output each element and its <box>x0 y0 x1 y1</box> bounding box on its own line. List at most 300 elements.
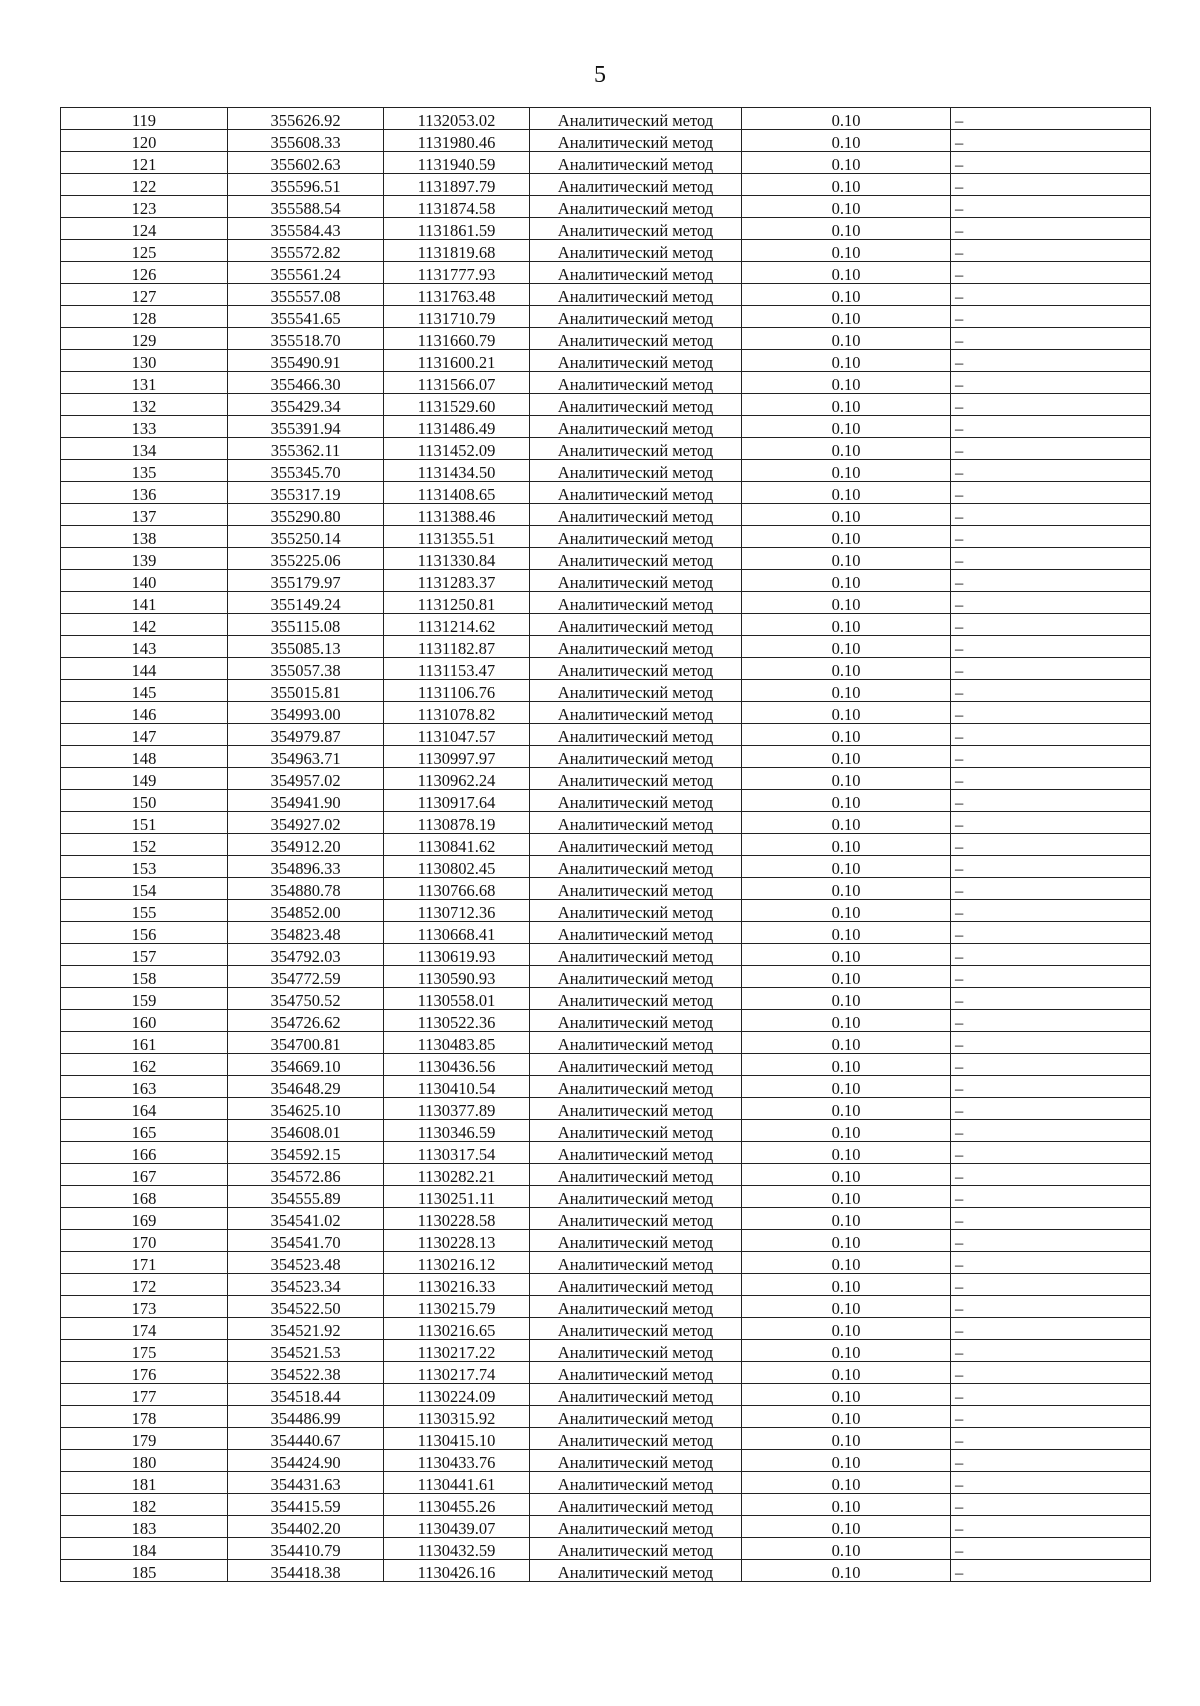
x-coordinate-cell: 355557.08 <box>228 284 384 306</box>
note-cell: – <box>951 570 1151 592</box>
point-number-cell: 166 <box>61 1142 228 1164</box>
y-coordinate-cell: 1130455.26 <box>384 1494 530 1516</box>
table-row <box>61 746 1151 768</box>
point-number-cell: 137 <box>61 504 228 526</box>
x-coordinate-cell: 354418.38 <box>228 1560 384 1582</box>
note-cell: – <box>951 636 1151 658</box>
method-cell: Аналитический метод <box>530 878 742 900</box>
x-coordinate-cell: 354896.33 <box>228 856 384 878</box>
accuracy-cell: 0.10 <box>742 944 951 966</box>
table-row <box>61 328 1151 350</box>
table-row <box>61 834 1151 856</box>
accuracy-cell: 0.10 <box>742 636 951 658</box>
table-row <box>61 1274 1151 1296</box>
y-coordinate-cell: 1130251.11 <box>384 1186 530 1208</box>
accuracy-cell: 0.10 <box>742 1318 951 1340</box>
method-cell: Аналитический метод <box>530 702 742 724</box>
point-number-cell: 164 <box>61 1098 228 1120</box>
accuracy-cell: 0.10 <box>742 592 951 614</box>
note-cell: – <box>951 1274 1151 1296</box>
table-row <box>61 438 1151 460</box>
x-coordinate-cell: 355290.80 <box>228 504 384 526</box>
y-coordinate-cell: 1130483.85 <box>384 1032 530 1054</box>
method-cell: Аналитический метод <box>530 1494 742 1516</box>
y-coordinate-cell: 1132053.02 <box>384 108 530 130</box>
point-number-cell: 181 <box>61 1472 228 1494</box>
note-cell: – <box>951 1296 1151 1318</box>
x-coordinate-cell: 355149.24 <box>228 592 384 614</box>
method-cell: Аналитический метод <box>530 966 742 988</box>
table-row <box>61 944 1151 966</box>
accuracy-cell: 0.10 <box>742 768 951 790</box>
table-row <box>61 1406 1151 1428</box>
note-cell: – <box>951 1406 1151 1428</box>
x-coordinate-cell: 354522.50 <box>228 1296 384 1318</box>
page-number: 5 <box>594 62 606 88</box>
y-coordinate-cell: 1130217.22 <box>384 1340 530 1362</box>
note-cell: – <box>951 1340 1151 1362</box>
method-cell: Аналитический метод <box>530 306 742 328</box>
table-row <box>61 812 1151 834</box>
note-cell: – <box>951 1076 1151 1098</box>
table-row <box>61 1538 1151 1560</box>
point-number-cell: 131 <box>61 372 228 394</box>
point-number-cell: 153 <box>61 856 228 878</box>
method-cell: Аналитический метод <box>530 636 742 658</box>
accuracy-cell: 0.10 <box>742 548 951 570</box>
note-cell: – <box>951 394 1151 416</box>
note-cell: – <box>951 856 1151 878</box>
x-coordinate-cell: 354402.20 <box>228 1516 384 1538</box>
y-coordinate-cell: 1131819.68 <box>384 240 530 262</box>
x-coordinate-cell: 354941.90 <box>228 790 384 812</box>
point-number-cell: 129 <box>61 328 228 350</box>
method-cell: Аналитический метод <box>530 1186 742 1208</box>
method-cell: Аналитический метод <box>530 394 742 416</box>
x-coordinate-cell: 354963.71 <box>228 746 384 768</box>
table-row <box>61 592 1151 614</box>
accuracy-cell: 0.10 <box>742 372 951 394</box>
table-row <box>61 1252 1151 1274</box>
y-coordinate-cell: 1130216.65 <box>384 1318 530 1340</box>
note-cell: – <box>951 218 1151 240</box>
point-number-cell: 148 <box>61 746 228 768</box>
note-cell: – <box>951 350 1151 372</box>
note-cell: – <box>951 372 1151 394</box>
x-coordinate-cell: 354927.02 <box>228 812 384 834</box>
accuracy-cell: 0.10 <box>742 350 951 372</box>
note-cell: – <box>951 1186 1151 1208</box>
method-cell: Аналитический метод <box>530 1560 742 1582</box>
point-number-cell: 152 <box>61 834 228 856</box>
note-cell: – <box>951 812 1151 834</box>
table-row <box>61 922 1151 944</box>
y-coordinate-cell: 1131283.37 <box>384 570 530 592</box>
method-cell: Аналитический метод <box>530 1142 742 1164</box>
method-cell: Аналитический метод <box>530 196 742 218</box>
point-number-cell: 161 <box>61 1032 228 1054</box>
table-row <box>61 526 1151 548</box>
table-row <box>61 1208 1151 1230</box>
method-cell: Аналитический метод <box>530 1362 742 1384</box>
point-number-cell: 130 <box>61 350 228 372</box>
x-coordinate-cell: 354592.15 <box>228 1142 384 1164</box>
table-row <box>61 174 1151 196</box>
accuracy-cell: 0.10 <box>742 196 951 218</box>
point-number-cell: 156 <box>61 922 228 944</box>
x-coordinate-cell: 355250.14 <box>228 526 384 548</box>
point-number-cell: 140 <box>61 570 228 592</box>
y-coordinate-cell: 1130558.01 <box>384 988 530 1010</box>
method-cell: Аналитический метод <box>530 1406 742 1428</box>
accuracy-cell: 0.10 <box>742 284 951 306</box>
method-cell: Аналитический метод <box>530 218 742 240</box>
note-cell: – <box>951 922 1151 944</box>
accuracy-cell: 0.10 <box>742 1054 951 1076</box>
point-number-cell: 147 <box>61 724 228 746</box>
point-number-cell: 146 <box>61 702 228 724</box>
y-coordinate-cell: 1130439.07 <box>384 1516 530 1538</box>
y-coordinate-cell: 1131408.65 <box>384 482 530 504</box>
accuracy-cell: 0.10 <box>742 702 951 724</box>
y-coordinate-cell: 1130841.62 <box>384 834 530 856</box>
accuracy-cell: 0.10 <box>742 1208 951 1230</box>
method-cell: Аналитический метод <box>530 944 742 966</box>
note-cell: – <box>951 1362 1151 1384</box>
accuracy-cell: 0.10 <box>742 856 951 878</box>
method-cell: Аналитический метод <box>530 900 742 922</box>
point-number-cell: 176 <box>61 1362 228 1384</box>
point-number-cell: 155 <box>61 900 228 922</box>
point-number-cell: 132 <box>61 394 228 416</box>
accuracy-cell: 0.10 <box>742 262 951 284</box>
x-coordinate-cell: 354772.59 <box>228 966 384 988</box>
method-cell: Аналитический метод <box>530 768 742 790</box>
note-cell: – <box>951 1516 1151 1538</box>
point-number-cell: 159 <box>61 988 228 1010</box>
x-coordinate-cell: 355584.43 <box>228 218 384 240</box>
point-number-cell: 168 <box>61 1186 228 1208</box>
table-row <box>61 1186 1151 1208</box>
table-row <box>61 614 1151 636</box>
point-number-cell: 119 <box>61 108 228 130</box>
x-coordinate-cell: 354541.02 <box>228 1208 384 1230</box>
accuracy-cell: 0.10 <box>742 394 951 416</box>
y-coordinate-cell: 1130377.89 <box>384 1098 530 1120</box>
method-cell: Аналитический метод <box>530 658 742 680</box>
method-cell: Аналитический метод <box>530 1274 742 1296</box>
accuracy-cell: 0.10 <box>742 1384 951 1406</box>
accuracy-cell: 0.10 <box>742 790 951 812</box>
method-cell: Аналитический метод <box>530 460 742 482</box>
y-coordinate-cell: 1131078.82 <box>384 702 530 724</box>
y-coordinate-cell: 1130315.92 <box>384 1406 530 1428</box>
method-cell: Аналитический метод <box>530 680 742 702</box>
table-row <box>61 658 1151 680</box>
point-number-cell: 163 <box>61 1076 228 1098</box>
x-coordinate-cell: 354541.70 <box>228 1230 384 1252</box>
accuracy-cell: 0.10 <box>742 108 951 130</box>
accuracy-cell: 0.10 <box>742 130 951 152</box>
x-coordinate-cell: 354424.90 <box>228 1450 384 1472</box>
method-cell: Аналитический метод <box>530 1010 742 1032</box>
point-number-cell: 127 <box>61 284 228 306</box>
point-number-cell: 170 <box>61 1230 228 1252</box>
table-row <box>61 548 1151 570</box>
y-coordinate-cell: 1130346.59 <box>384 1120 530 1142</box>
point-number-cell: 145 <box>61 680 228 702</box>
accuracy-cell: 0.10 <box>742 152 951 174</box>
accuracy-cell: 0.10 <box>742 658 951 680</box>
y-coordinate-cell: 1130522.36 <box>384 1010 530 1032</box>
y-coordinate-cell: 1131330.84 <box>384 548 530 570</box>
x-coordinate-cell: 355626.92 <box>228 108 384 130</box>
method-cell: Аналитический метод <box>530 1538 742 1560</box>
point-number-cell: 157 <box>61 944 228 966</box>
note-cell: – <box>951 196 1151 218</box>
y-coordinate-cell: 1131861.59 <box>384 218 530 240</box>
accuracy-cell: 0.10 <box>742 1230 951 1252</box>
table-row <box>61 130 1151 152</box>
x-coordinate-cell: 355602.63 <box>228 152 384 174</box>
y-coordinate-cell: 1131940.59 <box>384 152 530 174</box>
point-number-cell: 149 <box>61 768 228 790</box>
accuracy-cell: 0.10 <box>742 966 951 988</box>
accuracy-cell: 0.10 <box>742 416 951 438</box>
accuracy-cell: 0.10 <box>742 1406 951 1428</box>
x-coordinate-cell: 354957.02 <box>228 768 384 790</box>
table-row <box>61 1494 1151 1516</box>
x-coordinate-cell: 354523.34 <box>228 1274 384 1296</box>
x-coordinate-cell: 355561.24 <box>228 262 384 284</box>
note-cell: – <box>951 1428 1151 1450</box>
note-cell: – <box>951 152 1151 174</box>
method-cell: Аналитический метод <box>530 1318 742 1340</box>
y-coordinate-cell: 1130216.33 <box>384 1274 530 1296</box>
table-row <box>61 1384 1151 1406</box>
method-cell: Аналитический метод <box>530 328 742 350</box>
table-row <box>61 988 1151 1010</box>
accuracy-cell: 0.10 <box>742 328 951 350</box>
method-cell: Аналитический метод <box>530 570 742 592</box>
note-cell: – <box>951 614 1151 636</box>
accuracy-cell: 0.10 <box>742 1164 951 1186</box>
table-row <box>61 350 1151 372</box>
table-row <box>61 1054 1151 1076</box>
x-coordinate-cell: 354521.53 <box>228 1340 384 1362</box>
y-coordinate-cell: 1130590.93 <box>384 966 530 988</box>
table-row <box>61 636 1151 658</box>
point-number-cell: 154 <box>61 878 228 900</box>
method-cell: Аналитический метод <box>530 1054 742 1076</box>
point-number-cell: 160 <box>61 1010 228 1032</box>
accuracy-cell: 0.10 <box>742 834 951 856</box>
point-number-cell: 125 <box>61 240 228 262</box>
x-coordinate-cell: 355317.19 <box>228 482 384 504</box>
y-coordinate-cell: 1131452.09 <box>384 438 530 460</box>
table-row <box>61 1076 1151 1098</box>
x-coordinate-cell: 355345.70 <box>228 460 384 482</box>
accuracy-cell: 0.10 <box>742 746 951 768</box>
y-coordinate-cell: 1130962.24 <box>384 768 530 790</box>
method-cell: Аналитический метод <box>530 350 742 372</box>
accuracy-cell: 0.10 <box>742 482 951 504</box>
method-cell: Аналитический метод <box>530 834 742 856</box>
x-coordinate-cell: 354431.63 <box>228 1472 384 1494</box>
point-number-cell: 158 <box>61 966 228 988</box>
table-row <box>61 1296 1151 1318</box>
method-cell: Аналитический метод <box>530 108 742 130</box>
y-coordinate-cell: 1131434.50 <box>384 460 530 482</box>
note-cell: – <box>951 548 1151 570</box>
y-coordinate-cell: 1130228.58 <box>384 1208 530 1230</box>
x-coordinate-cell: 355490.91 <box>228 350 384 372</box>
note-cell: – <box>951 306 1151 328</box>
y-coordinate-cell: 1130317.54 <box>384 1142 530 1164</box>
point-number-cell: 121 <box>61 152 228 174</box>
method-cell: Аналитический метод <box>530 372 742 394</box>
method-cell: Аналитический метод <box>530 746 742 768</box>
accuracy-cell: 0.10 <box>742 438 951 460</box>
table-row <box>61 768 1151 790</box>
y-coordinate-cell: 1130441.61 <box>384 1472 530 1494</box>
accuracy-cell: 0.10 <box>742 1362 951 1384</box>
y-coordinate-cell: 1131529.60 <box>384 394 530 416</box>
accuracy-cell: 0.10 <box>742 1142 951 1164</box>
table-row <box>61 1362 1151 1384</box>
y-coordinate-cell: 1131486.49 <box>384 416 530 438</box>
coordinates-table <box>60 107 1151 1582</box>
note-cell: – <box>951 262 1151 284</box>
note-cell: – <box>951 746 1151 768</box>
note-cell: – <box>951 1384 1151 1406</box>
method-cell: Аналитический метод <box>530 1164 742 1186</box>
x-coordinate-cell: 354750.52 <box>228 988 384 1010</box>
accuracy-cell: 0.10 <box>742 900 951 922</box>
y-coordinate-cell: 1130766.68 <box>384 878 530 900</box>
y-coordinate-cell: 1131897.79 <box>384 174 530 196</box>
note-cell: – <box>951 1494 1151 1516</box>
y-coordinate-cell: 1130216.12 <box>384 1252 530 1274</box>
note-cell: – <box>951 878 1151 900</box>
method-cell: Аналитический метод <box>530 724 742 746</box>
accuracy-cell: 0.10 <box>742 988 951 1010</box>
x-coordinate-cell: 354555.89 <box>228 1186 384 1208</box>
x-coordinate-cell: 354880.78 <box>228 878 384 900</box>
y-coordinate-cell: 1130228.13 <box>384 1230 530 1252</box>
accuracy-cell: 0.10 <box>742 1516 951 1538</box>
note-cell: – <box>951 900 1151 922</box>
y-coordinate-cell: 1130917.64 <box>384 790 530 812</box>
accuracy-cell: 0.10 <box>742 614 951 636</box>
accuracy-cell: 0.10 <box>742 1120 951 1142</box>
method-cell: Аналитический метод <box>530 548 742 570</box>
note-cell: – <box>951 790 1151 812</box>
x-coordinate-cell: 355085.13 <box>228 636 384 658</box>
x-coordinate-cell: 354521.92 <box>228 1318 384 1340</box>
accuracy-cell: 0.10 <box>742 240 951 262</box>
note-cell: – <box>951 416 1151 438</box>
point-number-cell: 171 <box>61 1252 228 1274</box>
point-number-cell: 133 <box>61 416 228 438</box>
table-row <box>61 1098 1151 1120</box>
y-coordinate-cell: 1130997.97 <box>384 746 530 768</box>
method-cell: Аналитический метод <box>530 856 742 878</box>
note-cell: – <box>951 130 1151 152</box>
table-row <box>61 856 1151 878</box>
method-cell: Аналитический метод <box>530 1098 742 1120</box>
point-number-cell: 182 <box>61 1494 228 1516</box>
note-cell: – <box>951 724 1151 746</box>
point-number-cell: 138 <box>61 526 228 548</box>
x-coordinate-cell: 354522.38 <box>228 1362 384 1384</box>
y-coordinate-cell: 1131153.47 <box>384 658 530 680</box>
accuracy-cell: 0.10 <box>742 460 951 482</box>
note-cell: – <box>951 1098 1151 1120</box>
x-coordinate-cell: 354572.86 <box>228 1164 384 1186</box>
y-coordinate-cell: 1130668.41 <box>384 922 530 944</box>
note-cell: – <box>951 680 1151 702</box>
method-cell: Аналитический метод <box>530 438 742 460</box>
method-cell: Аналитический метод <box>530 1208 742 1230</box>
table-row <box>61 196 1151 218</box>
note-cell: – <box>951 1538 1151 1560</box>
x-coordinate-cell: 355608.33 <box>228 130 384 152</box>
x-coordinate-cell: 354415.59 <box>228 1494 384 1516</box>
note-cell: – <box>951 1230 1151 1252</box>
x-coordinate-cell: 355596.51 <box>228 174 384 196</box>
accuracy-cell: 0.10 <box>742 1098 951 1120</box>
accuracy-cell: 0.10 <box>742 306 951 328</box>
accuracy-cell: 0.10 <box>742 1428 951 1450</box>
x-coordinate-cell: 355057.38 <box>228 658 384 680</box>
note-cell: – <box>951 988 1151 1010</box>
point-number-cell: 124 <box>61 218 228 240</box>
table-row <box>61 460 1151 482</box>
table-row <box>61 262 1151 284</box>
point-number-cell: 183 <box>61 1516 228 1538</box>
point-number-cell: 139 <box>61 548 228 570</box>
method-cell: Аналитический метод <box>530 504 742 526</box>
x-coordinate-cell: 355362.11 <box>228 438 384 460</box>
note-cell: – <box>951 1164 1151 1186</box>
table-row <box>61 680 1151 702</box>
point-number-cell: 178 <box>61 1406 228 1428</box>
table-row <box>61 504 1151 526</box>
note-cell: – <box>951 460 1151 482</box>
table-row <box>61 878 1151 900</box>
method-cell: Аналитический метод <box>530 614 742 636</box>
point-number-cell: 173 <box>61 1296 228 1318</box>
point-number-cell: 142 <box>61 614 228 636</box>
coordinates-table-body <box>61 108 1151 1582</box>
x-coordinate-cell: 355572.82 <box>228 240 384 262</box>
table-row <box>61 218 1151 240</box>
table-row <box>61 394 1151 416</box>
x-coordinate-cell: 354486.99 <box>228 1406 384 1428</box>
method-cell: Аналитический метод <box>530 1472 742 1494</box>
point-number-cell: 128 <box>61 306 228 328</box>
point-number-cell: 174 <box>61 1318 228 1340</box>
x-coordinate-cell: 355518.70 <box>228 328 384 350</box>
x-coordinate-cell: 354410.79 <box>228 1538 384 1560</box>
note-cell: – <box>951 1560 1151 1582</box>
note-cell: – <box>951 438 1151 460</box>
table-row <box>61 152 1151 174</box>
note-cell: – <box>951 1032 1151 1054</box>
accuracy-cell: 0.10 <box>742 1010 951 1032</box>
y-coordinate-cell: 1131600.21 <box>384 350 530 372</box>
